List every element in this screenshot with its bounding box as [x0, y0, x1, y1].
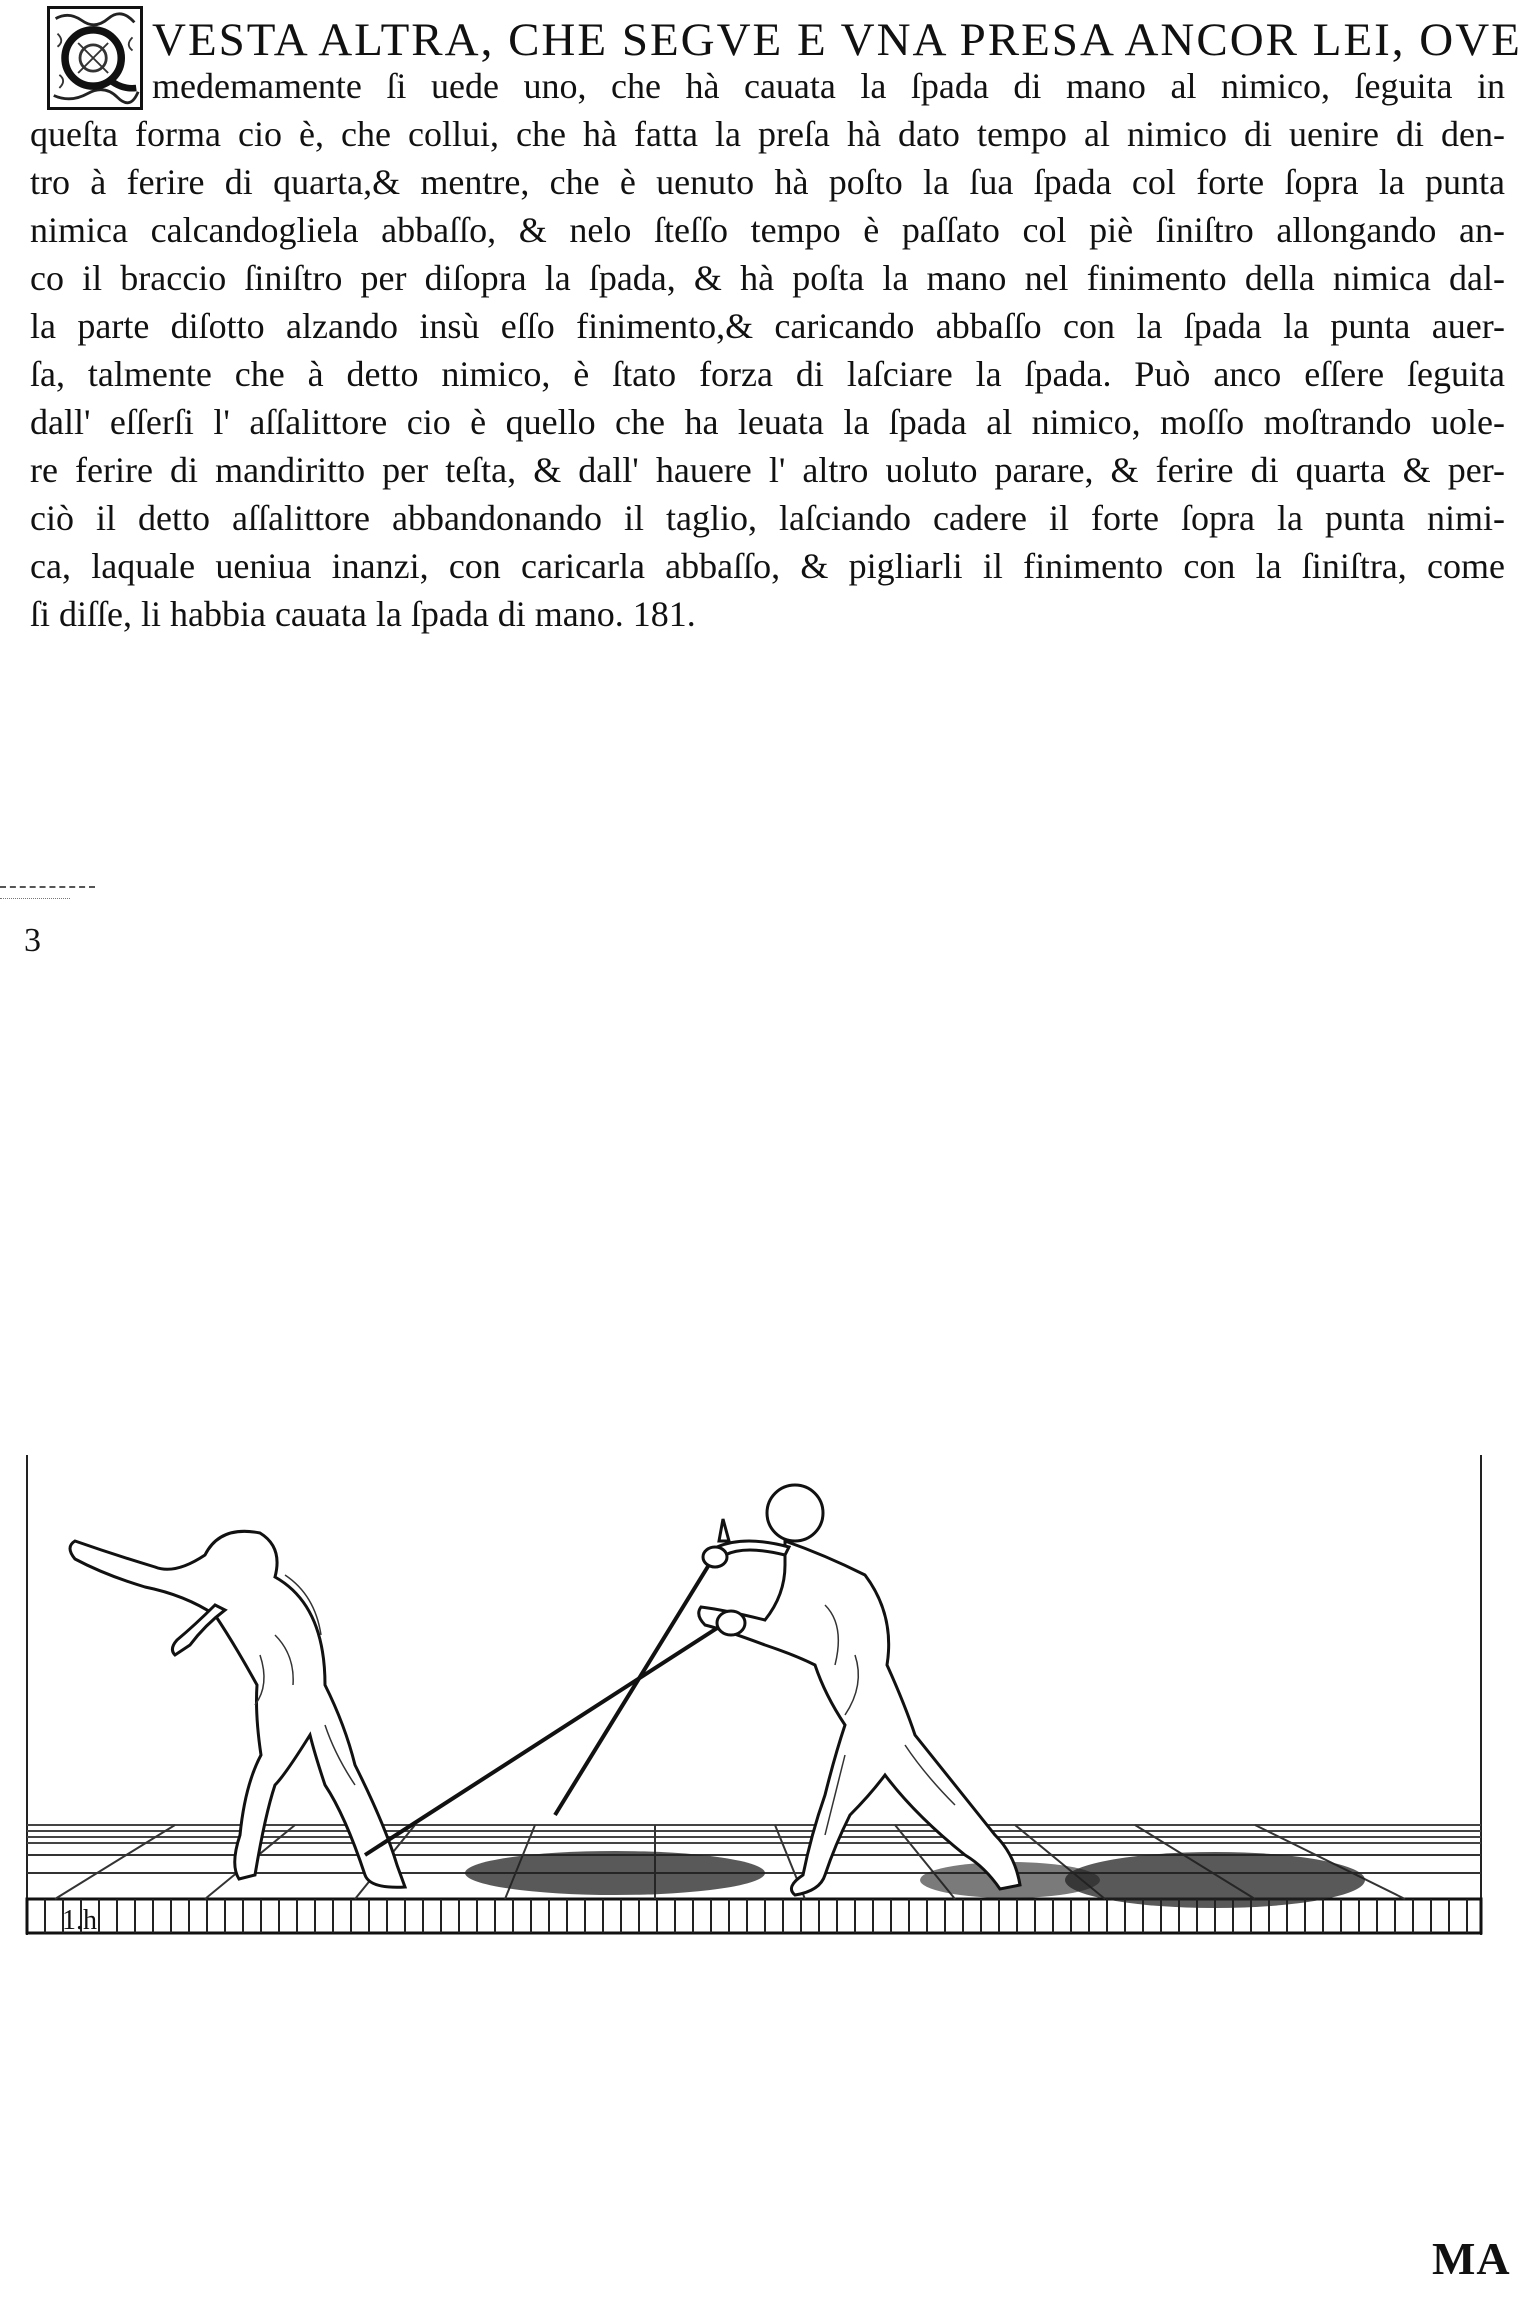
paragraph-line: medemamente ſi uede uno, che hà cauata la ſpada di mano al nimico, ſeguita in [152, 66, 1505, 106]
fencing-engraving [25, 1455, 1485, 1975]
paragraph-line: ca, laquale ueniua inanzi, con caricarla abbaſſo, & pigliarli il finimento con la ſiniſtra, come [30, 546, 1505, 586]
margin-number: 3 [24, 922, 41, 959]
paragraph-line: tro à ferire di quarta,& mentre, che è uenuto hà poſto la ſua ſpada col forte ſopra la punta [30, 162, 1505, 202]
margin-rule [0, 898, 70, 899]
paragraph-line: dall' eſſerſi l' aſſalittore cio è quello che ha leuata la ſpada al nimico, moſſo moſtrando uole- [30, 402, 1505, 442]
figure-signature-mark: 1.h [62, 1905, 97, 1936]
paragraph-line: nimica calcandogliela abbaſſo, & nelo ſteſſo tempo è paſſato col piè ſiniſtro allongando an- [30, 210, 1505, 250]
paragraph-line: re ferire di mandiritto per teſta, & dall' hauere l' altro uoluto parare, & ferire di quarta & per- [30, 450, 1505, 490]
catchword: MA [1432, 2233, 1511, 2284]
paragraph-line: queſta forma cio è, che collui, che hà fatta la preſa hà dato tempo al nimico di uenire di den- [30, 114, 1505, 154]
paragraph-line: la parte diſotto alzando insù eſſo finimento,& caricando abbaſſo con la ſpada la punta auer- [30, 306, 1505, 346]
paragraph-line: ciò il detto aſſalittore abbandonando il taglio, laſciando cadere il forte ſopra la punta nimi- [30, 498, 1505, 538]
opening-heading: VESTA ALTRA, CHE SEGVE E VNA PRESA ANCOR LEI, OVE [152, 14, 1522, 66]
paragraph-line: co il braccio ſiniſtro per diſopra la ſpada, & hà poſta la mano nel finimento della nimica dal- [30, 258, 1505, 298]
paragraph [30, 62, 1505, 638]
paragraph-line: ſa, talmente che à detto nimico, è ſtato forza di laſciare la ſpada. Può anco eſſere ſeguita [30, 354, 1505, 394]
paragraph-line: ſi diſſe, li habbia cauata la ſpada di mano. 181. [30, 594, 696, 634]
margin-rule [0, 886, 95, 888]
